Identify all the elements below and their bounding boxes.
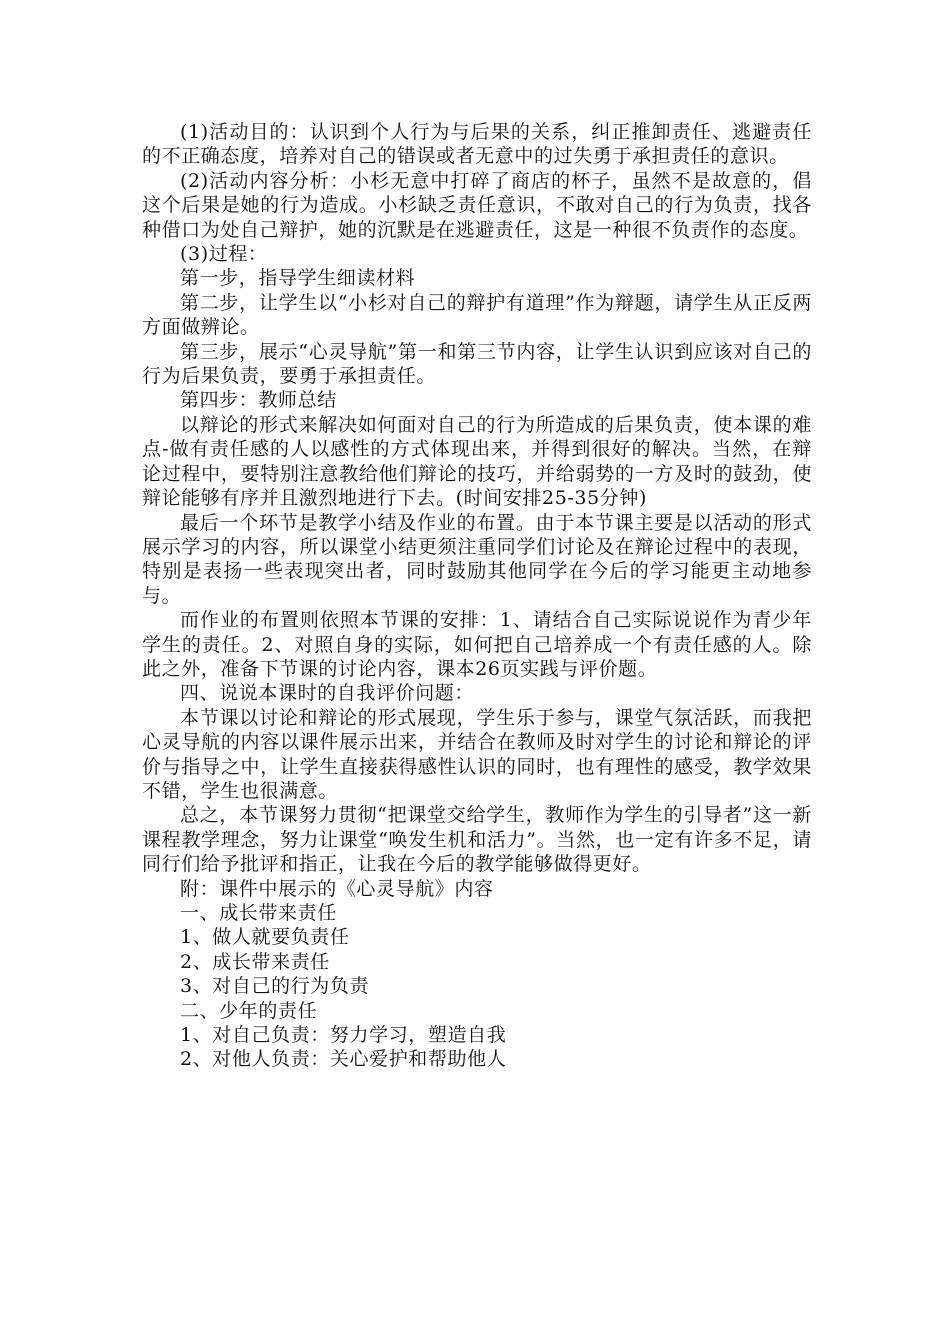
paragraph-conclusion: 总之，本节课努力贯彻“把课堂交给学生，教师作为学生的引导者”这一新课程教学理念，努力让课堂“唤发生机和活力”。当然，也一定有许多不足，请同行们给予批评和指正，让我在今后的教学能够做得更好。 [142, 804, 812, 876]
document-body [142, 120, 812, 1072]
paragraph-homework: 而作业的布置则依照本节课的安排：1、请结合自己实际说说作为青少年学生的责任。2、对照自身的实际，如何把自己培养成一个有责任感的人。除此之外，准备下节课的讨论内容，课本26页实践与评价题。 [142, 609, 812, 680]
list-item-section-2: 二、少年的责任 [180, 999, 318, 1022]
paragraph-activity-analysis: (2)活动内容分析：小杉无意中打碎了商店的杯子，虽然不是故意的，倡这个后果是她的行为造成。小杉缺乏责任意识，不敢对自己的行为负责，找各种借口为处自己辩护，她的沉默是在逃避责任，这是一种很不负责作的态度。 [142, 169, 812, 241]
paragraph-self-evaluation-heading: 四、说说本课时的自我评价问题： [180, 682, 475, 705]
list-item-2-1: 1、对自己负责：努力学习，塑造自我 [180, 1024, 507, 1047]
list-item-1-3: 3、对自己的行为负责 [180, 975, 370, 998]
list-item-1-2: 2、成长带来责任 [180, 950, 330, 973]
list-item-2-2: 2、对他人负责：关心爱护和帮助他人 [180, 1048, 507, 1071]
paragraph-debate-summary: 以辩论的形式来解决如何面对自己的行为所造成的后果负责，使本课的难点-做有责任感的人以感性的方式体现出来，并得到很好的解决。当然，在辩论过程中，要特别注意教给他们辩论的技巧，并给弱势的一方及时的鼓劲，使辩论能够有序并且激烈地进行下去。(时间安排25-35分钟) [142, 413, 812, 510]
paragraph-lesson-summary: 最后一个环节是教学小结及作业的布置。由于本节课主要是以活动的形式展示学习的内容，所以课堂小结更须注重同学们讨论及在辩论过程中的表现，特别是表扬一些表现突出者，同时鼓励其他同学在今后的学习能更主动地参与。 [142, 511, 812, 607]
paragraph-self-evaluation: 本节课以讨论和辩论的形式展现，学生乐于参与，课堂气氛活跃，而我把心灵导航的内容以课件展示出来，并结合在教师及时对学生的讨论和辩论的评价与指导之中，让学生直接获得感性认识的同时，也有理性的感受，教学效果不错，学生也很满意。 [142, 706, 812, 802]
list-item-1-1: 1、做人就要负责任 [180, 926, 350, 949]
paragraph-step-1: 第一步，指导学生细读材料 [180, 267, 416, 290]
paragraph-step-3: 第三步，展示“心灵导航”第一和第三节内容，让学生认识到应该对自己的行为后果负责，要勇于承担责任。 [142, 340, 812, 388]
paragraph-step-2: 第二步，让学生以“小杉对自己的辩护有道理”作为辩题，请学生从正反两方面做辨论。 [142, 291, 812, 339]
paragraph-step-4: 第四步：教师总结 [180, 389, 337, 412]
paragraph-process-heading: (3)过程： [180, 243, 268, 266]
paragraph-activity-goal: (1)活动目的：认识到个人行为与后果的关系，纠正推卸责任、逃避责任的不正确态度，培养对自己的错误或者无意中的过失勇于承担责任的意识。 [142, 121, 812, 168]
list-item-section-1: 一、成长带来责任 [180, 902, 337, 924]
paragraph-appendix-heading: 附：课件中展示的《心灵导航》内容 [180, 877, 494, 900]
